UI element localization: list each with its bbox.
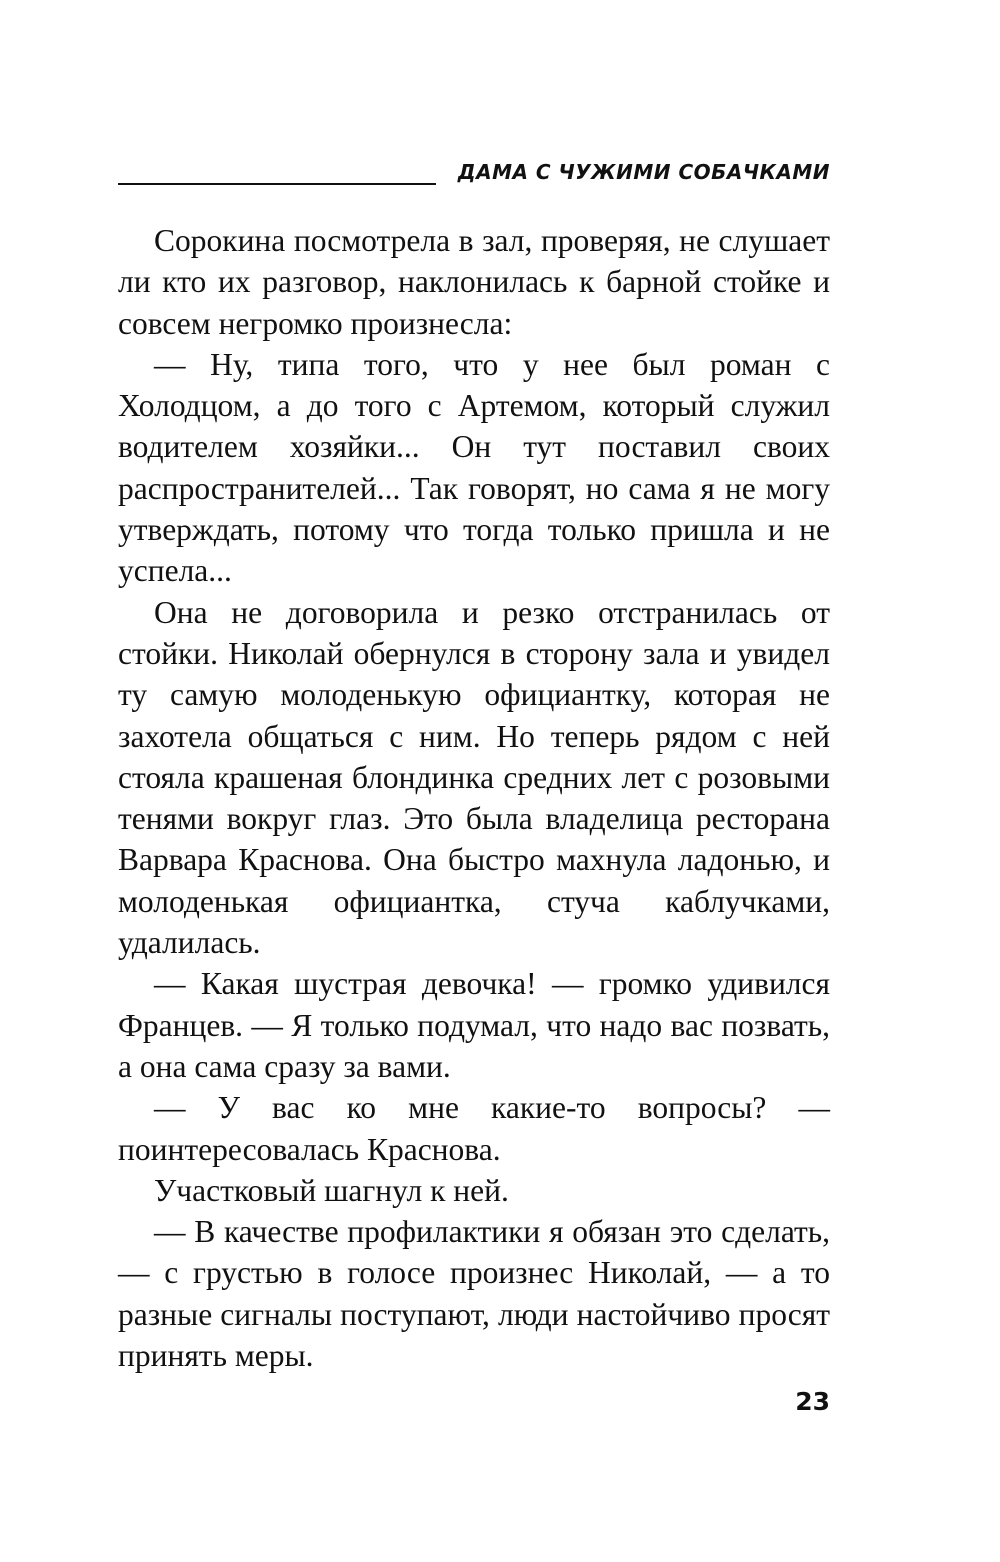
running-header — [118, 156, 830, 188]
paragraph: — В качестве профилактики я обязан это сделать, — с грустью в голосе произнес Николай, — а то разные сигналы поступают, люди настойчиво просят принять меры. — [118, 1214, 830, 1374]
paragraph: Сорокина посмотрела в зал, проверяя, не слушает ли кто их разговор, наклонилась к барной стойке и совсем негромко произнесла: — [118, 223, 830, 341]
page-number: 23 — [795, 1387, 830, 1416]
running-title: ДАМА С ЧУЖИМИ СОБАЧКАМИ — [457, 160, 830, 184]
header-rule — [118, 183, 436, 185]
paragraph: Участковый шагнул к ней. — [154, 1172, 509, 1208]
paragraph: Она не договорила и резко отстранилась от стойки. Николай обернулся в сторону зала и увидел ту самую молоденькую официантку, которая не захотела общаться с ним. Но теперь рядом с ней стояла крашеная блондинка средних лет с розовыми тенями вокруг глаз. Это была владелица ресторана Варвара Краснова. Она быстро махнула ладонью, и молоденькая официантка, стуча каблучками, удалилась. — [118, 594, 830, 961]
paragraph: — Какая шустрая девочка! — громко удивился Францев. — Я только подумал, что надо вас позвать, а она сама сразу за вами. — [118, 966, 830, 1084]
body-text — [118, 220, 830, 1376]
paragraph: — Ну, типа того, что у нее был роман с Холодцом, а до того с Артемом, который служил водителем хозяйки... Он тут поставил своих распространителей... Так говорят, но сама я не могу утверждать, потому что тогда только пришла и не успела... — [118, 346, 830, 589]
paragraph: — У вас ко мне какие-то вопросы? — поинтересовалась Краснова. — [118, 1090, 830, 1167]
